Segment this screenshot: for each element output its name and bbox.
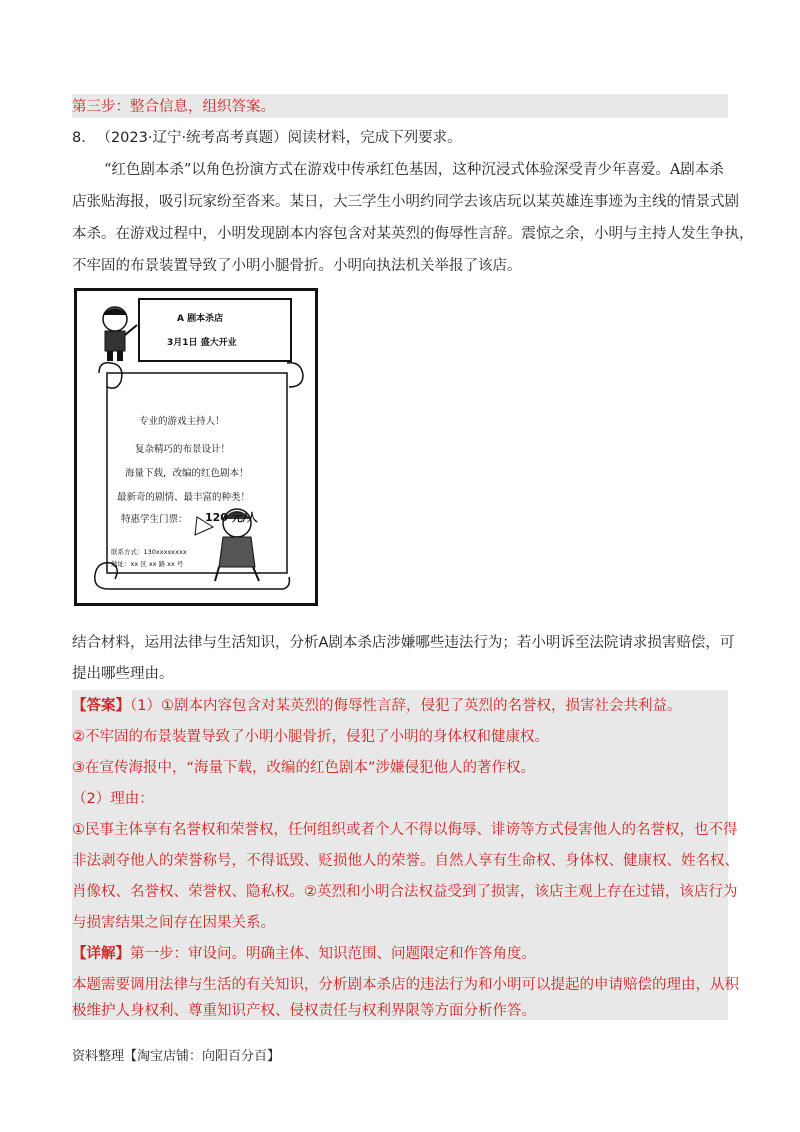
shop-poster-image (74, 288, 318, 606)
answer-line-8: 与损害结果之间存在因果关系。 (72, 915, 275, 931)
boy-cartoon-icon (103, 307, 137, 361)
answer-line-2: ②不牢固的布景装置导致了小明小腿骨折，侵犯了小明的身体权和健康权。 (72, 729, 549, 745)
poster-line-4: 最新奇的剧情、最丰富的种类！ (117, 492, 251, 503)
detail-line-3: 极维护人身权利、尊重知识产权、侵权责任与权利界限等方面分析作答。 (72, 1003, 536, 1019)
question-header (72, 128, 462, 148)
answer-text-1: （1）①剧本内容包含对某英烈的侮辱性言辞，侵犯了英烈的名誉权，损害社会共利益。 (130, 698, 682, 714)
material-line-3: 本杀。在游戏过程中，小明发现剧本内容包含对某英烈的侮辱性言辞。震惊之余，小明与主持人发生争执， (72, 226, 754, 242)
poster-line-3: 海量下载，改编的红色剧本！ (125, 468, 249, 479)
detail-line-2: 本题需要调用法律与生活的有关知识，分析剧本杀店的违法行为和小明可以提起的申请赔偿的理由，从积 (72, 977, 739, 993)
answer-line-3: ③在宣传海报中，“海量下载，改编的红色剧本”涉嫌侵犯他人的著作权。 (72, 760, 536, 776)
answer-line-7: 肖像权、名誉权、荣誉权、隐私权。②英烈和小明合法权益受到了损害，该店主观上存在过错，该店行为 (72, 884, 738, 900)
answer-line-6: 非法剥夺他人的荣誉称号，不得诋毁、贬损他人的荣誉。自然人享有生命权、身体权、健康权、姓名权、 (72, 853, 739, 869)
material-line-2: 店张贴海报，吸引玩家纷至沓来。某日，大三学生小明约同学去该店玩以某英雄连事迹为主线的情景式剧 (72, 194, 739, 210)
poster-ticket-price: 120 元/人 (205, 511, 258, 524)
answer-line-5: ①民事主体享有名誉权和荣誉权，任何组织或者个人不得以侮辱、诽谤等方式侵害他人的名誉权，也不得 (72, 822, 738, 838)
poster-contact: 联系方式：130xxxxxxxx (111, 548, 187, 556)
detail-first: 第一步：审设问。明确主体、知识范围、问题限定和作答角度。 (130, 946, 536, 962)
detail-label: 【详解】 (72, 946, 130, 962)
poster-line-1: 专业的游戏主持人！ (139, 416, 225, 427)
poster-line-2: 复杂精巧的布景设计！ (135, 444, 231, 455)
poster-address: 地址：xx 区 xx 路 xx 号 (111, 560, 184, 568)
answer-line-1 (72, 696, 681, 716)
poster-ticket-label: 特惠学生门票： (121, 514, 188, 525)
poster-opening: 3月1日 盛大开业 (167, 338, 237, 348)
step3-text: 第三步：整合信息，组织答案。 (72, 99, 275, 115)
answer-line-4: （2）理由： (72, 791, 154, 807)
question-source: （2023·辽宁·统考高考真题）阅读材料，完成下列要求。 (96, 130, 462, 146)
question-number: 8. (72, 130, 86, 146)
task-line-2: 提出哪些理由。 (72, 666, 174, 682)
footer-text: 资料整理【淘宝店铺：向阳百分百】 (72, 1049, 281, 1064)
material-line-1: “红色剧本杀”以角色扮演方式在游戏中传承红色基因，这种沉浸式体验深受青少年喜爱。A剧本杀 (104, 162, 724, 178)
detail-line-1 (72, 944, 536, 964)
material-line-4: 不牢固的布景装置导致了小明小腿骨折。小明向执法机关举报了该店。 (72, 258, 522, 274)
task-line-1: 结合材料，运用法律与生活知识，分析A剧本杀店涉嫌哪些违法行为；若小明诉至法院请求损害赔偿，可 (72, 635, 735, 651)
poster-shop-name: A 剧本杀店 (177, 314, 224, 324)
answer-label: 【答案】 (72, 698, 130, 714)
